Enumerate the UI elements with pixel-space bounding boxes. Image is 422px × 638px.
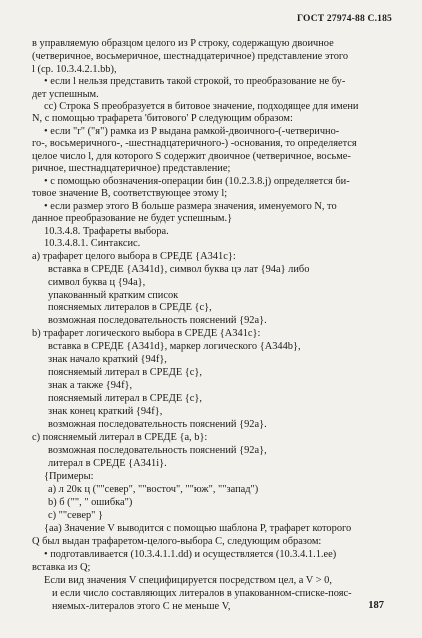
text-line: и если число составляющих литералов в упакованном-списке-пояс- <box>52 588 352 599</box>
section-heading: 10.3.4.8. Трафареты выбора. <box>44 226 169 237</box>
text-line: ричное, шестнадцатеричное) представление; <box>32 163 231 174</box>
text-line: данное преобразование не будет успешным.} <box>32 213 233 224</box>
rule-line: c) поясняемый литерал в СРЕДЕ {a, b}: <box>32 432 208 443</box>
rule-line: возможная последовательность пояснений {92a}. <box>48 419 267 430</box>
text-line: товое значение B, соответствующее этому l; <box>32 188 228 199</box>
rule-line: знак начало краткий {94f}, <box>48 354 167 365</box>
page-header: ГОСТ 27974-88 С.185 <box>297 14 392 24</box>
rule-line: вставка в СРЕДЕ {A341d}, символ буква цэ лат {94a} либо <box>48 264 310 275</box>
rule-line: возможная последовательность пояснений {92a}, <box>48 445 267 456</box>
text-line: вставка из Q; <box>32 562 91 573</box>
example-line: a) л 20к ц (""север", ""восточ", ""юж", ""запад") <box>48 484 259 495</box>
text-line: • с помощью обозначения-операции бин (10.2.3.8.j) определяется би- <box>44 176 350 187</box>
text-line: Если вид значения V специфицируется посредством цел, a V > 0, <box>44 575 332 586</box>
text-line: • если размер этого B больше размера значения, именуемого N, то <box>44 201 337 212</box>
rule-line: символ буква ц {94a}, <box>48 277 146 288</box>
text-line: (четверичное, восьмеричное, шестнадцатеричное) представление этого <box>32 51 349 62</box>
rule-line: поясняемый литерал в СРЕДЕ {c}, <box>48 367 202 378</box>
text-line: в управляемую образцом целого из P строку, содержащую двоичное <box>32 38 334 49</box>
rule-line: литерал в СРЕДЕ {A341i}. <box>48 458 167 469</box>
text-line: • подготавливается (10.3.4.1.1.dd) и осуществляется (10.3.4.1.1.ee) <box>44 549 337 560</box>
text-line: целое число l, для которого S содержит двоичное (четверичное, восьме- <box>32 151 351 162</box>
rule-line: упакованный кратким список <box>48 290 179 301</box>
rule-line: возможная последовательность пояснений {92a}. <box>48 315 267 326</box>
text-line: няемых-литералов этого C не меньше V, <box>52 601 231 612</box>
text-line: cc) Строка S преобразуется в битовое значение, подходящее для имени <box>44 101 359 112</box>
rule-line: вставка в СРЕДЕ {A341d}, маркер логического {A344b}, <box>48 341 301 352</box>
text-line: Q был выдан трафаретом-целого-выбора C, следующим образом: <box>32 536 322 547</box>
rule-line: знак а также {94f}, <box>48 380 133 391</box>
rule-line: поясняемый литерал в СРЕДЕ {c}, <box>48 393 202 404</box>
page-number: 187 <box>368 600 384 611</box>
rule-line: поясняемых литералов в СРЕДЕ {c}, <box>48 302 212 313</box>
text-line: • если "r" ("я") рамка из P выдана рамкой-двоичного-(-четверично- <box>44 126 340 137</box>
section-heading: 10.3.4.8.1. Синтаксис. <box>44 238 141 249</box>
example-line: c) ""север" } <box>48 510 103 521</box>
rule-line: знак конец краткий {94f}, <box>48 406 163 417</box>
rule-line: b) трафарет логического выбора в СРЕДЕ {A341c}: <box>32 328 261 339</box>
examples-heading: {Примеры: <box>44 471 94 482</box>
text-line: го-, восьмеричного-, -шестнадцатеричного-) -основания, то определяется <box>32 138 357 149</box>
text-line: {aa) Значение V выводится с помощью шаблона P, трафарет которого <box>44 523 352 534</box>
text-line: N, с помощью трафарета 'битового' P следующим образом: <box>32 113 293 124</box>
rule-line: a) трафарет целого выбора в СРЕДЕ {A341c}: <box>32 251 236 262</box>
text-line: дет успешным. <box>32 89 99 100</box>
text-line: l (cp. 10.3.4.2.1.bb), <box>32 64 117 75</box>
example-line: b) б ("", " ошибка") <box>48 497 133 508</box>
text-line: • если l нельзя представить такой строкой, то преобразование не бу- <box>44 76 346 87</box>
